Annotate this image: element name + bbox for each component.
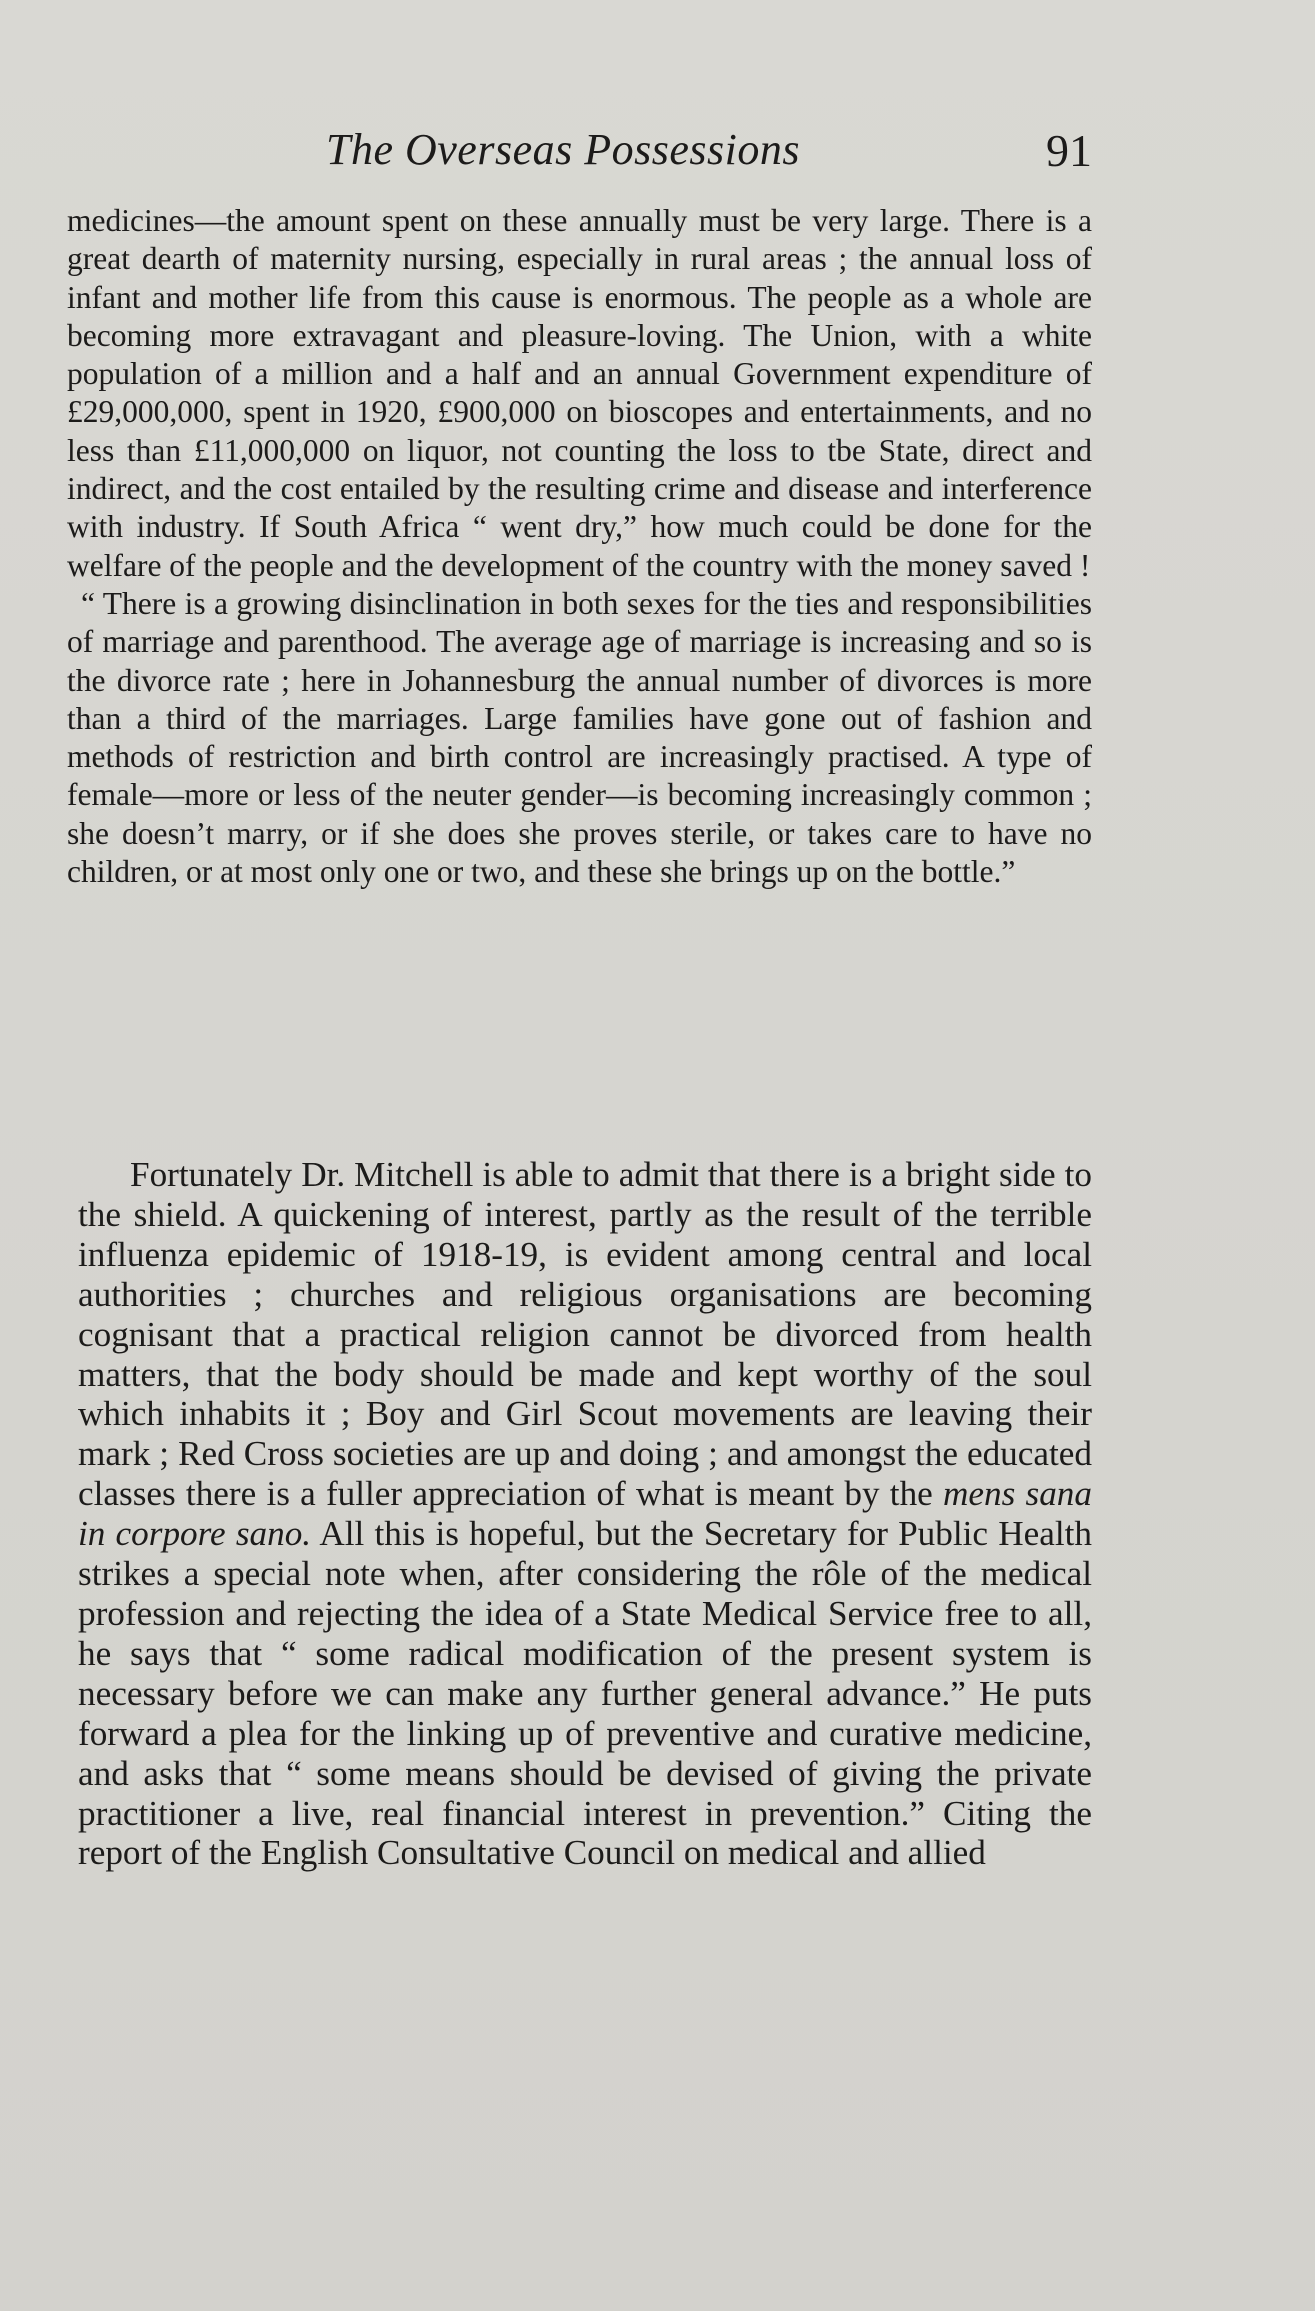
body-text bbox=[78, 1155, 1092, 1873]
page-header bbox=[67, 124, 1092, 184]
body-text-run: Fortunately Dr. Mitchell is able to admit that there is a bright side to the shield. A quickening of interest, partly as the result of the terrible influenza epidemic of 1918-19, is evident among central and local authorities ; churches and religious organisations are becoming cognisant that a practical religion cannot be divorced from health matters, that the body should be made and kept worthy of the soul which inhabits it ; Boy and Girl Scout movements are leaving their mark ; Red Cross societies are up and doing ; and amongst the educated classes there is a fuller appreciation of what is meant by the bbox=[78, 1155, 1092, 1514]
body-text-run: All this is hopeful, but the Secretary for Public Health strikes a special note when, after considering the rôle of the medical profession and rejecting the idea of a State Medical Service free to all, he says that “ some radical modification of the present system is necessary before we can make any further general advance.” He puts forward a plea for the linking up of preventive and curative medicine, and asks that “ some means should be devised of giving the private practitioner a live, real financial interest in prevention.” Citing the report of the English Consultative Council on medical and allied bbox=[78, 1514, 1092, 1873]
quoted-paragraph: “ There is a growing disinclination in both sexes for the ties and responsibilities of marriage and parenthood. The average age of marriage is increasing and so is the divorce rate ; here in Johannesburg the annual number of divorces is more than a third of the marriages. Large families have gone out of fashion and methods of restriction and birth control are increasingly practised. A type of female—more or less of the neuter gender—is becoming increasingly common ; she doesn’t marry, or if she does she proves sterile, or takes care to have no children, or at most only one or two, and these she brings up on the bottle.” bbox=[67, 585, 1092, 890]
page-number: 91 bbox=[1046, 125, 1092, 176]
body-paragraph bbox=[78, 1155, 1092, 1873]
running-title: The Overseas Possessions bbox=[326, 125, 800, 174]
latin-phrase: mens sana in corpore sano. bbox=[78, 1474, 1092, 1554]
quoted-passage bbox=[67, 202, 1092, 891]
quoted-paragraph: medicines—the amount spent on these annually must be very large. There is a great dearth of maternity nursing, especially in rural areas ; the annual loss of infant and mother life from this cause is enormous. The people as a whole are becoming more extravagant and pleasure-loving. The Union, with a white population of a million and a half and an annual Government expenditure of £29,000,000, spent in 1920, £900,000 on bioscopes and entertainments, and no less than £11,000,000 on liquor, not counting the loss to tbe State, direct and indirect, and the cost entailed by the resulting crime and disease and interference with industry. If South Africa “ went dry,” how much could be done for the welfare of the people and the development of the country with the money saved ! bbox=[67, 203, 1092, 583]
